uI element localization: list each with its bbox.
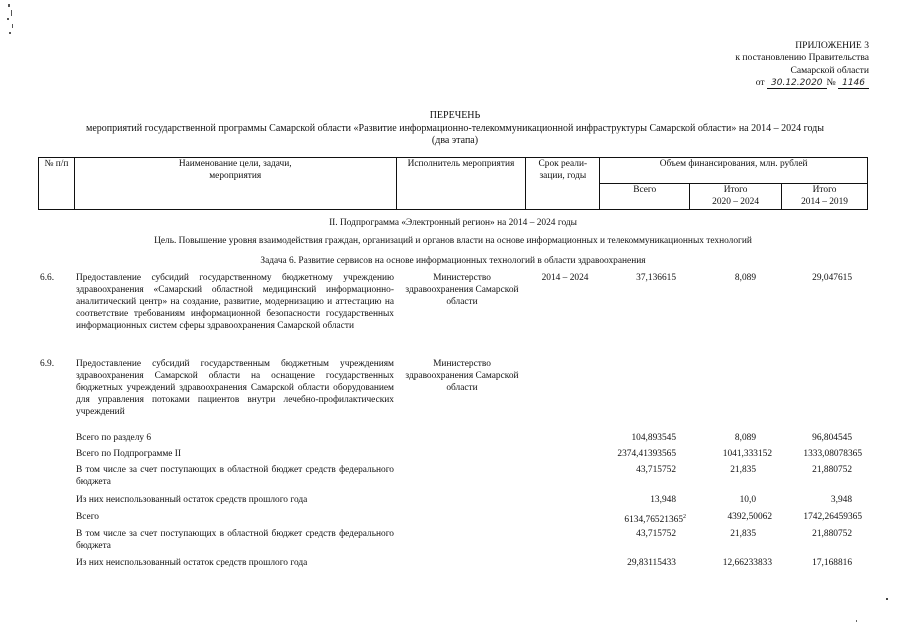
summary-itogo-2014-2019: 3,948	[830, 495, 852, 505]
appendix-region-line: Самарской области	[790, 64, 869, 76]
summary-itogo-2020-2024: 10,0	[739, 495, 756, 505]
col-header-term: Срок реали-зации, годы	[526, 158, 600, 210]
summary-label: Из них неиспользованный остаток средств прошлого года	[76, 495, 308, 505]
summary-label: Всего по разделу 6	[76, 433, 152, 443]
summary-itogo-2014-2019: 21,880752	[812, 465, 852, 475]
summary-total: 13,948	[650, 495, 676, 505]
handwritten-date: 30.12.2020	[767, 78, 827, 89]
appendix-title: ПРИЛОЖЕНИЕ 3	[795, 40, 869, 51]
scan-margin-marks	[6, 4, 20, 44]
summary-itogo-2020-2024: 12,66233833	[722, 558, 772, 568]
col-header-itogo-2014-2019: Итого 2014 – 2019	[782, 184, 868, 210]
summary-total: 43,715752	[636, 529, 676, 539]
col-header-itogo-2020-2024: Итого 2020 – 2024	[690, 184, 782, 210]
row-number: 6.9.	[40, 359, 55, 369]
summary-itogo-2020-2024: 21,835	[730, 465, 756, 475]
summary-total: 2374,41393565	[617, 449, 676, 459]
summary-label: Всего	[76, 512, 99, 522]
summary-itogo-2020-2024: 1041,333152	[722, 449, 772, 459]
scan-speck	[886, 598, 888, 600]
summary-itogo-2020-2024: 8,089	[734, 433, 756, 443]
row-description: Предоставление субсидий государственному бюджетному учреждению здравоохранения «Самарский областной медицинский информационно-аналитический центр» на создание, развитие, модернизацию и аттестацию на соответствие требованиям информационной безопасности государственных информационных систем сферы здравоохранения Самарской области	[76, 273, 394, 331]
summary-itogo-2014-2019: 17,168816	[812, 558, 852, 568]
appendix-decree-line: к постановлению Правительства	[735, 52, 869, 64]
col-header-total: Всего	[600, 184, 690, 210]
col-header-num: № п/п	[39, 158, 75, 210]
row-number: 6.6.	[40, 273, 55, 283]
summary-label: В том числе за счет поступающих в областной бюджет средств федерального бюджета	[76, 465, 394, 487]
summary-itogo-2020-2024: 4392,50062	[727, 512, 772, 522]
handwritten-number: 1146	[838, 78, 869, 89]
row-total: 37,136615	[636, 273, 676, 283]
summary-label: Всего по Подпрограмме II	[76, 449, 182, 459]
table-header	[38, 157, 868, 210]
col-header-executor: Исполнитель мероприятия	[396, 158, 526, 210]
summary-itogo-2020-2024: 21,835	[730, 529, 756, 539]
summary-total: 6134,76521365$^2$	[624, 514, 686, 526]
subprogram-heading: II. Подпрограмма «Электронный регион» на 2014 – 2024 годы	[329, 218, 577, 228]
summary-label: В том числе за счет поступающих в областной бюджет средств федерального бюджета	[76, 529, 394, 551]
summary-total: 43,715752	[636, 465, 676, 475]
col-header-name: Наименование цели, задачи, мероприятия	[74, 158, 396, 210]
document-subtitle: мероприятий государственной программы Самарской области «Развитие информационно-телекоммуникационной инфраструктуры Самарской области» на 2014 – 2024 годы	[85, 122, 824, 134]
document-title: ПЕРЕЧЕНЬ	[429, 110, 481, 121]
row-itogo-2020-2024: 8,089	[734, 273, 756, 283]
row-term: 2014 – 2024	[541, 273, 589, 283]
document-title-block	[40, 110, 870, 148]
task-heading: Задача 6. Развитие сервисов на основе информационных технологий в области здравоохранения	[260, 256, 646, 266]
summary-label: Из них неиспользованный остаток средств прошлого года	[76, 558, 308, 568]
summary-itogo-2014-2019: 21,880752	[812, 529, 852, 539]
summary-itogo-2014-2019: 1742,26459365	[803, 512, 862, 522]
document-stages: (два этапа)	[431, 135, 479, 146]
summary-total: 104,893545	[631, 433, 676, 443]
scan-speck	[856, 620, 857, 622]
appendix-header	[649, 40, 869, 90]
goal-heading: Цель. Повышение уровня взаимодействия граждан, организаций и органов власти на основе информационных и телекоммуникационных технологий	[154, 236, 752, 246]
row-description: Предоставление субсидий государственным бюджетным учреждениям здравоохранения Самарской области на оснащение государственных бюджетных учреждений здравоохранения Самарской области оборудованием для управления потоками пациентов внутри лечебно-профилактических учреждений	[76, 359, 394, 417]
summary-itogo-2014-2019: 96,804545	[812, 433, 852, 443]
row-executor: Министерство здравоохранения Самарской области	[405, 273, 519, 307]
row-executor: Министерство здравоохранения Самарской области	[405, 359, 519, 393]
row-itogo-2014-2019: 29,047615	[812, 273, 852, 283]
appendix-date-line: от 30.12.2020 № 1146	[649, 77, 869, 89]
summary-itogo-2014-2019: 1333,08078365	[803, 449, 862, 459]
summary-total: 29,83115433	[627, 558, 676, 568]
col-header-financing: Объем финансирования, млн. рублей	[600, 158, 868, 184]
